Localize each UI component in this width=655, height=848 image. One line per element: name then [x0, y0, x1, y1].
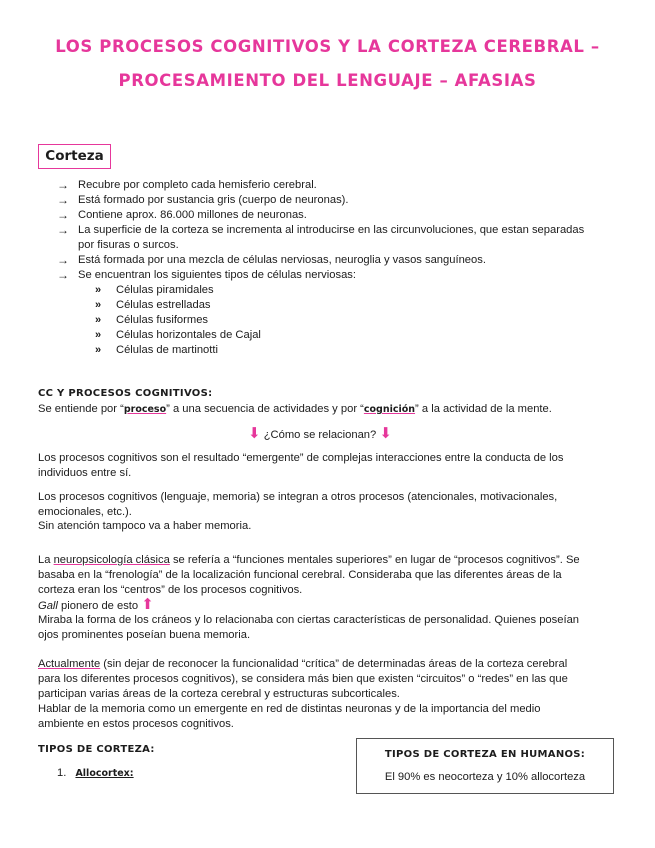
- chevron-bullet-icon: »: [95, 299, 102, 311]
- page-title-line-1: LOS PROCESOS COGNITIVOS Y LA CORTEZA CEREBRAL –: [55, 37, 600, 56]
- cell-type-item: Células estrelladas: [116, 299, 211, 311]
- tipos-heading: TIPOS DE CORTEZA:: [38, 744, 155, 755]
- paragraph-line: Miraba la forma de los cráneos y lo relacionaba con ciertas características de personalidad. Quienes poseían: [38, 614, 580, 626]
- arrow-bullet-icon: →: [57, 193, 69, 207]
- actualmente-term: Actualmente: [38, 658, 101, 670]
- paragraph-line: basaba en la “frenología” de la localización funcional cerebral. Consideraba que las diferentes áreas de la: [38, 569, 562, 581]
- cognicion-term: cognición: [363, 404, 416, 415]
- allocortex-label: Allocortex:: [75, 768, 134, 779]
- paragraph-line: [38, 553, 580, 568]
- paragraph-line: Sin atención tampoco va a haber memoria.: [38, 520, 252, 532]
- neuropsicologia-term: neuropsicología clásica: [53, 554, 170, 566]
- cell-type-item: Células fusiformes: [116, 314, 209, 326]
- definition-line: [38, 402, 552, 418]
- list-number: 1.: [57, 767, 67, 779]
- paragraph-line: individuos entre sí.: [38, 467, 132, 479]
- paragraph-line: Los procesos cognitivos son el resultado “emergente” de complejas interacciones entre la conducta de los: [38, 452, 564, 464]
- gall-line: [38, 598, 154, 614]
- definition-text: ” a una secuencia de actividades y por “: [166, 403, 364, 415]
- page-title-line-2: PROCESAMIENTO DEL LENGUAJE – AFASIAS: [118, 71, 537, 90]
- tipos-humanos-box: [356, 738, 614, 794]
- corteza-item: La superficie de la corteza se incrementa al introducirse en las circunvoluciones, que estan separadas: [78, 224, 585, 236]
- corteza-heading-box: [38, 144, 111, 169]
- corteza-item: Está formada por una mezcla de células nerviosas, neuroglia y vasos sanguíneos.: [78, 254, 486, 266]
- arrow-bullet-icon: →: [57, 223, 69, 237]
- down-arrow-icon: ⬇: [379, 425, 392, 442]
- paragraph-text: (sin dejar de reconocer la funcionalidad “crítica” de determinadas áreas de la corteza cerebral: [100, 658, 568, 670]
- arrow-bullet-icon: →: [57, 208, 69, 222]
- paragraph-text: La: [38, 554, 54, 566]
- paragraph-line: Hablar de la memoria como un emergente en red de distintas neuronas y de la importancia del medio: [38, 703, 541, 715]
- tipos-humanos-title: TIPOS DE CORTEZA EN HUMANOS:: [384, 749, 586, 760]
- cell-type-item: Células de martinotti: [116, 344, 218, 356]
- paragraph-text: se refería a “funciones mentales superiores” en lugar de “procesos cognitivos”. Se: [169, 554, 580, 566]
- gall-name: Gall: [38, 600, 58, 612]
- paragraph-line: emocionales, etc.).: [38, 506, 132, 518]
- corteza-item: Se encuentran los siguientes tipos de células nerviosas:: [78, 269, 356, 281]
- corteza-item: Recubre por completo cada hemisferio cerebral.: [78, 179, 317, 191]
- down-arrow-icon: ⬇: [248, 425, 261, 442]
- cell-type-item: Células horizontales de Cajal: [116, 329, 261, 341]
- chevron-bullet-icon: »: [95, 344, 102, 356]
- definition-text: ” a la actividad de la mente.: [415, 403, 552, 415]
- corteza-heading: Corteza: [45, 148, 104, 164]
- proceso-term: proceso: [123, 404, 167, 415]
- definition-text: Se entiende por “: [38, 403, 124, 415]
- chevron-bullet-icon: »: [95, 329, 102, 341]
- corteza-item-continuation: por fisuras o surcos.: [78, 239, 179, 251]
- gall-text: pionero de esto: [57, 600, 139, 612]
- paragraph-line: [38, 657, 567, 672]
- question-line: [248, 427, 392, 443]
- chevron-bullet-icon: »: [95, 314, 102, 326]
- up-arrow-icon: ⬆: [141, 596, 154, 613]
- corteza-item: Está formado por sustancia gris (cuerpo de neuronas).: [78, 194, 349, 206]
- tipos-list-item: [57, 766, 134, 782]
- paragraph-line: Los procesos cognitivos (lenguaje, memoria) se integran a otros procesos (atencionales, motivacionales,: [38, 491, 558, 503]
- question-text: ¿Cómo se relacionan?: [263, 429, 377, 441]
- tipos-humanos-text: El 90% es neocorteza y 10% allocorteza: [384, 771, 586, 783]
- chevron-bullet-icon: »: [95, 284, 102, 296]
- arrow-bullet-icon: →: [57, 253, 69, 267]
- paragraph-line: para los diferentes procesos cognitivos), se considera más bien que existen “circuitos” o “redes” en las que: [38, 673, 568, 685]
- paragraph-line: ambiente en estos procesos cognitivos.: [38, 718, 234, 730]
- corteza-item: Contiene aprox. 86.000 millones de neuronas.: [78, 209, 307, 221]
- cell-type-item: Células piramidales: [116, 284, 214, 296]
- cc-heading: CC Y PROCESOS COGNITIVOS:: [38, 388, 213, 399]
- paragraph-line: corteza eran los “centros” de los procesos cognitivos.: [38, 584, 303, 596]
- arrow-bullet-icon: →: [57, 268, 69, 282]
- arrow-bullet-icon: →: [57, 178, 69, 192]
- paragraph-line: ojos prominentes poseían buena memoria.: [38, 629, 251, 641]
- paragraph-line: participan varias áreas de la corteza cerebral y estructuras subcorticales.: [38, 688, 400, 700]
